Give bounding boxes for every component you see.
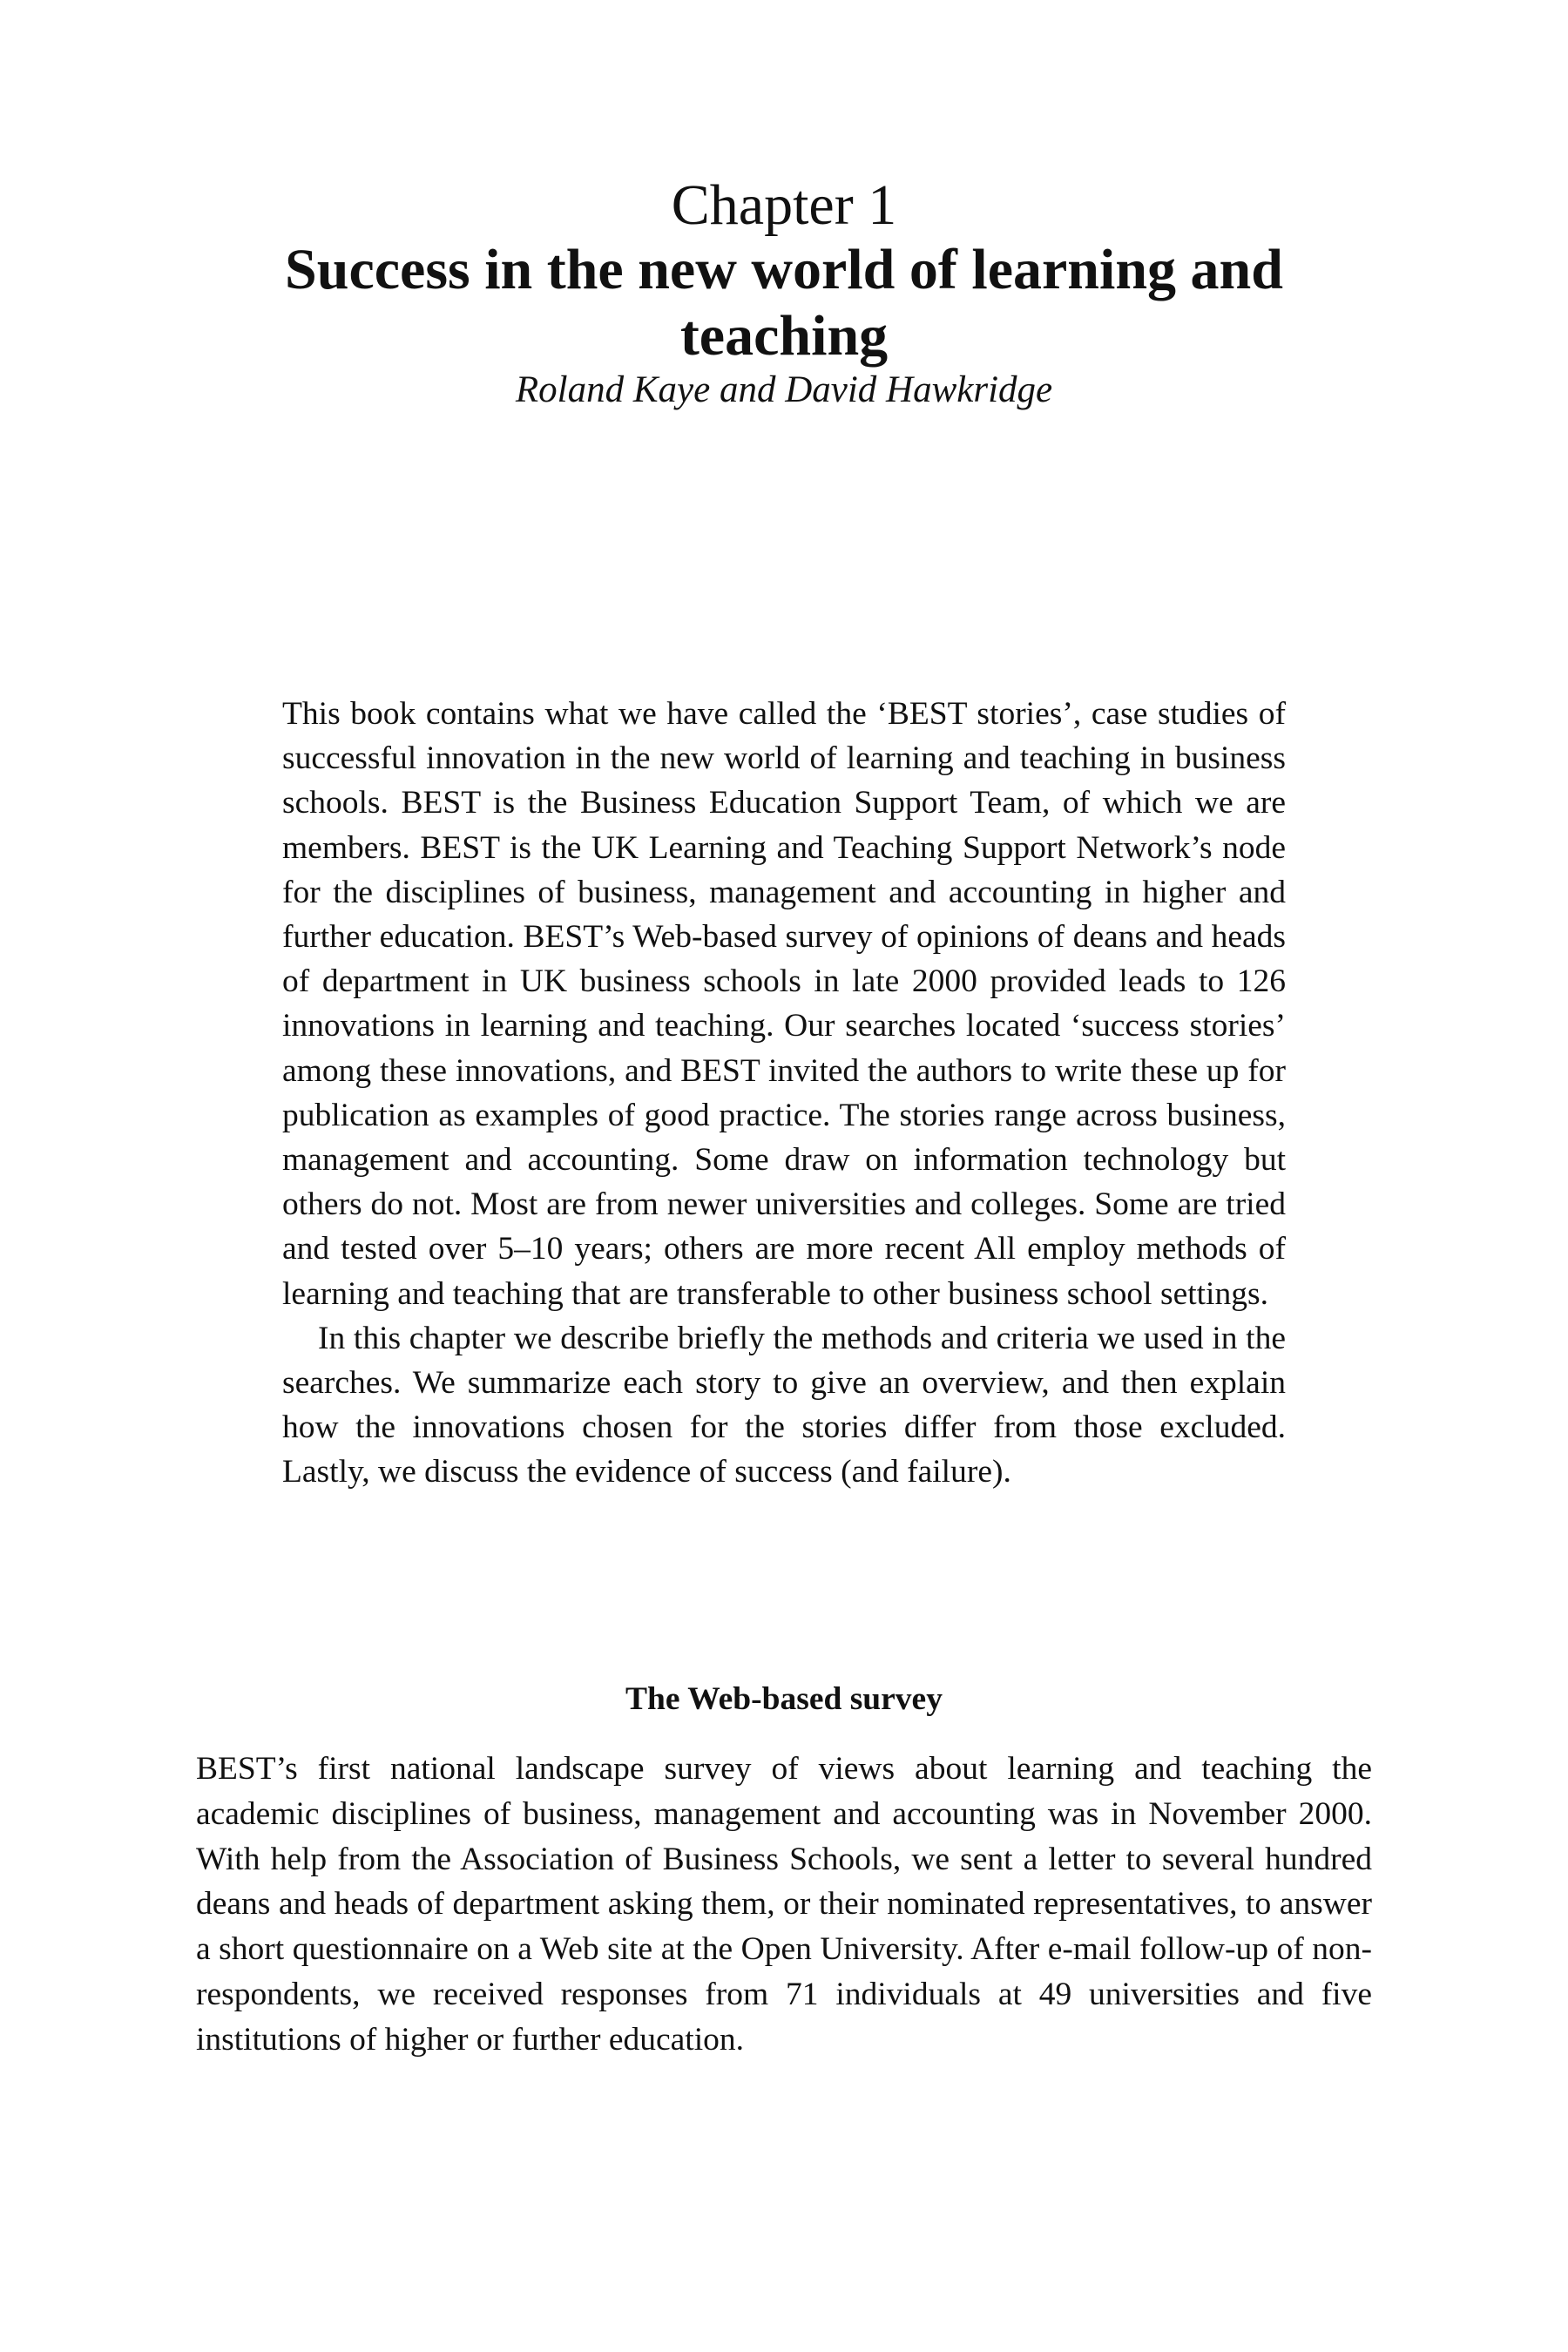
body-paragraph: BEST’s first national landscape survey of views about learning and teaching the academic disciplines of business, management and accounting was in November 2000. With help from the Association of Business Schools, we sent a letter to several hundred deans and heads of department asking them, or their nominated representatives, to answer a short questionnaire on a Web site at the Open University. After e-mail follow-up of non-respondents, we received responses from 71 individuals at 49 universities and five institutions of higher or further education. [196,1751,1372,2058]
chapter-number: Chapter 1 [671,173,897,237]
chapter-abstract [282,692,1286,1495]
chapter-title: Success in the new world of learning and teaching [285,238,1283,368]
abstract-paragraph: This book contains what we have called the ‘BEST stories’, case studies of successful innovation in the new world of learning and teaching in business schools. BEST is the Business Education Support Team, of which we are members. BEST is the UK Learning and Teaching Support Network’s node for the disciplines of business, management and accounting in higher and further education. BEST’s Web-based survey of opinions of deans and heads of department in UK business schools in late 2000 provided leads to 126 innovations in learning and teaching. Our searches located ‘success stories’ among these innovations, and BEST invited the authors to write these up for publication as examples of good practice. The stories range across business, management and accounting. Some draw on information technology but others do not. Most are from newer universities and colleges. Some are tried and tested over 5–10 years; others are more recent All employ methods of learning and teaching that are transferable to other business school settings. [282,696,1286,1312]
chapter-authors: Roland Kaye and David Hawkridge [515,369,1053,410]
abstract-paragraph: In this chapter we describe briefly the methods and criteria we used in the searches. We summarize each story to give an overview, and then explain how the innovations chosen for the stories differ from those excluded. Lastly, we discuss the evidence of success (and failure). [282,1320,1286,1490]
section-heading: The Web-based survey [625,1681,943,1717]
